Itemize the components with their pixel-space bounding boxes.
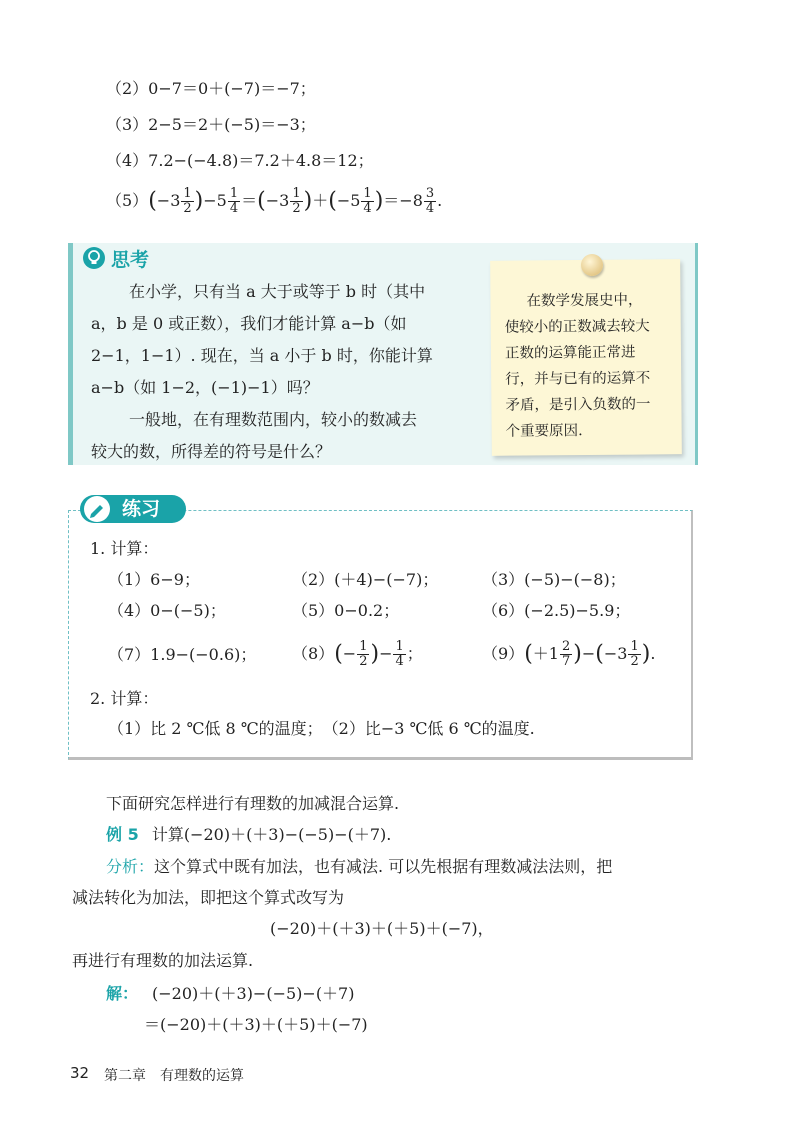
practice-item-2: （2）(＋4)−(−7)；	[292, 570, 439, 589]
practice-item-5: （5）0−0.2；	[292, 601, 400, 620]
think-box	[68, 243, 698, 465]
practice-title: 练习	[122, 498, 161, 520]
example-5: 例 5 计算(−20)＋(＋3)−(−5)−(＋7).	[106, 825, 392, 844]
pencil-icon	[84, 496, 110, 522]
equation-2: （2）0−7＝0＋(−7)＝−7；	[106, 79, 316, 98]
practice-item-8: （8）(− $\frac{1}{2}$ )− $\frac{1}{4}$ ；	[292, 639, 423, 669]
note-line-4: 行，并与已有的运算不	[505, 370, 651, 388]
think-line-1: 在小学，只有当 a 大于或等于 b 时（其中	[129, 282, 426, 301]
note-line-5: 矛盾，是引入负数的一	[505, 396, 651, 414]
analysis-line-3: 再进行有理数的加法运算.	[72, 951, 254, 970]
practice-q2-items: （1）比 2 ℃低 8 ℃的温度； （2）比−3 ℃低 6 ℃的温度.	[108, 719, 535, 738]
equation-3: （3）2−5＝2＋(−5)＝−3；	[106, 115, 316, 134]
practice-q1: 1. 计算：	[90, 539, 159, 558]
example-label: 例 5	[106, 825, 139, 844]
pushpin-icon	[581, 254, 603, 276]
chapter-title: 第二章 有理数的运算	[104, 1068, 244, 1084]
note-line-1: 在数学发展史中，	[526, 292, 643, 310]
note-line-3: 正数的运算能正常进	[504, 344, 636, 362]
think-line-6: 较大的数，所得差的符号是什么？	[91, 442, 332, 461]
note-line-2: 使较小的正数减去较大	[504, 318, 650, 336]
think-line-3: 2−1，1−1）. 现在，当 a 小于 b 时，你能计算	[91, 346, 433, 365]
lightbulb-icon	[83, 247, 105, 269]
page-number: 32	[70, 1064, 90, 1082]
analysis-line-1: 分析：这个算式中既有加法，也有减法. 可以先根据有理数减法法则，把	[106, 857, 613, 876]
sticky-note	[490, 259, 682, 456]
solution-line-1: 解： (−20)＋(＋3)−(−5)−(＋7)	[106, 984, 355, 1003]
equation-4: （4）7.2−(−4.8)＝7.2＋4.8＝12；	[106, 151, 374, 170]
think-line-4: a−b（如 1−2，(−1)−1）吗？	[91, 378, 319, 397]
practice-item-3: （3）(−5)−(−8)；	[482, 570, 626, 589]
analysis-label: 分析：	[106, 857, 155, 876]
think-title: 思考	[111, 249, 150, 271]
practice-q2: 2. 计算：	[90, 689, 159, 708]
practice-item-6: （6）(−2.5)−5.9；	[482, 601, 631, 620]
think-line-2: a，b 是 0 或正数），我们才能计算 a−b（如	[91, 314, 407, 333]
analysis-formula: (−20)＋(＋3)＋(＋5)＋(−7)，	[270, 919, 494, 938]
practice-item-1: （1）6−9；	[108, 570, 200, 589]
equation-5: （5）(−3 $\frac{1}{2}$ )−5 $\frac{1}{4}$ ＝(−3 $\frac{1}{2}$ )＋(−5 $\frac{1}{4}$ )＝−8 $\frac{3}{4}$ .	[106, 186, 443, 216]
solution-label: 解：	[106, 984, 139, 1003]
solution-line-2: ＝(−20)＋(＋3)＋(＋5)＋(−7)	[144, 1015, 368, 1034]
note-line-6: 个重要原因.	[505, 423, 583, 440]
think-line-5: 一般地，在有理数范围内，较小的数减去	[129, 410, 418, 429]
intro-text: 下面研究怎样进行有理数的加减混合运算.	[106, 794, 400, 813]
analysis-line-2: 减法转化为加法，即把这个算式改写为	[72, 888, 345, 907]
practice-item-7: （7）1.9−(−0.6)；	[108, 645, 257, 664]
practice-item-4: （4）0−(−5)；	[108, 601, 226, 620]
practice-item-9: （9）(＋1 $\frac{2}{7}$ )−(−3 $\frac{1}{2}$ ).	[482, 639, 656, 669]
